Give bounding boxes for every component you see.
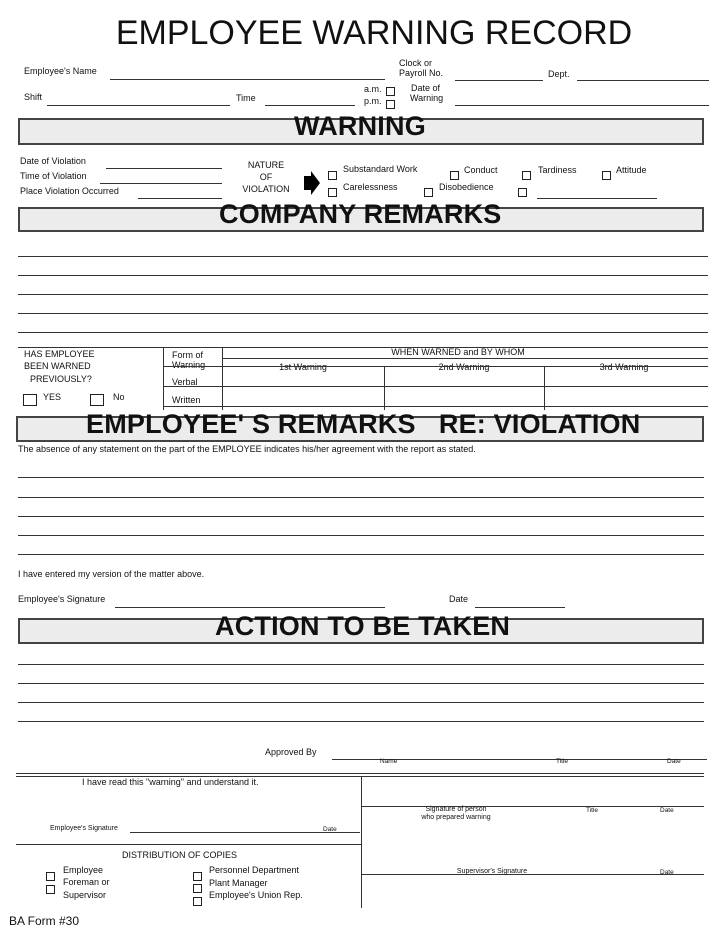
clock-label-1: Clock or xyxy=(399,58,433,68)
carelessness-checkbox[interactable] xyxy=(328,188,337,197)
no-checkbox[interactable] xyxy=(90,394,104,406)
action-line[interactable] xyxy=(18,721,704,722)
second-warning-label: 2nd Warning xyxy=(438,362,490,372)
copy-employee-checkbox[interactable] xyxy=(46,872,55,881)
form-number: BA Form #30 xyxy=(9,914,80,928)
second-warning-verbal-cell[interactable] xyxy=(385,367,543,385)
carelessness-label: Carelessness xyxy=(343,182,398,192)
employee-remarks-line[interactable] xyxy=(18,477,704,478)
place-violation-field[interactable] xyxy=(138,198,222,199)
approved-date-label: Date xyxy=(667,758,681,765)
shift-field[interactable] xyxy=(47,105,230,106)
preparer-signature-label-1: Signature of person xyxy=(425,806,487,813)
disobedience-label: Disobedience xyxy=(439,182,494,192)
supervisor-signature-field[interactable] xyxy=(365,848,705,872)
date-violation-field[interactable] xyxy=(106,168,222,169)
company-remarks-line[interactable] xyxy=(18,256,708,257)
company-remarks-line[interactable] xyxy=(18,275,708,276)
has-employee-label-3: PREVIOUSLY? xyxy=(30,374,92,384)
absence-note: The absence of any statement on the part of the EMPLOYEE indicates his/her agreement with the report as stated. xyxy=(18,444,476,454)
approved-by-label: Approved By xyxy=(265,747,317,757)
employee-name-label: Employee's Name xyxy=(24,66,97,76)
third-warning-written-cell[interactable] xyxy=(545,387,705,405)
attitude-label: Attitude xyxy=(616,165,647,175)
copy-personnel-label: Personnel Department xyxy=(209,865,300,875)
time-label: Time xyxy=(236,93,256,103)
yes-label: YES xyxy=(43,392,62,402)
yes-checkbox[interactable] xyxy=(23,394,37,406)
employee-remarks-line[interactable] xyxy=(18,497,704,498)
conduct-checkbox[interactable] xyxy=(450,171,459,180)
written-label: Written xyxy=(172,395,201,405)
footer-divider xyxy=(361,776,362,908)
entered-version-text: I have entered my version of the matter above. xyxy=(18,569,205,579)
page-title: EMPLOYEE WARNING RECORD xyxy=(115,14,633,52)
nature-label-1: NATURE xyxy=(247,160,285,170)
copy-foreman-label-1: Foreman or xyxy=(63,877,110,887)
other-field[interactable] xyxy=(537,198,657,199)
footer-employee-signature-label: Employee's Signature xyxy=(50,825,118,832)
pm-label: p.m. xyxy=(364,96,382,106)
company-remarks-title: COMPANY REMARKS xyxy=(219,199,502,229)
shift-label: Shift xyxy=(24,92,43,102)
preparer-signature-label-2: who prepared warning xyxy=(421,814,491,821)
employee-date-label: Date xyxy=(449,594,469,604)
company-remarks-line[interactable] xyxy=(18,332,708,333)
substandard-checkbox[interactable] xyxy=(328,171,337,180)
table-row-line xyxy=(222,358,708,359)
second-warning-written-cell[interactable] xyxy=(385,387,543,405)
verbal-label: Verbal xyxy=(172,377,198,387)
nature-label-2: OF xyxy=(259,172,273,182)
clock-field[interactable] xyxy=(455,80,543,81)
substandard-label: Substandard Work xyxy=(343,164,418,174)
date-violation-label: Date of Violation xyxy=(20,156,86,166)
employee-signature-label: Employee's Signature xyxy=(18,594,106,604)
employee-remarks-line[interactable] xyxy=(18,516,704,517)
copy-union-rep-label: Employee's Union Rep. xyxy=(209,890,303,900)
has-employee-label-2: BEEN WARNED xyxy=(24,361,91,371)
tardiness-checkbox[interactable] xyxy=(522,171,531,180)
action-line[interactable] xyxy=(18,683,704,684)
form-of-label-2: Warning xyxy=(172,360,206,370)
date-warning-field[interactable] xyxy=(455,105,709,106)
copy-foreman-label-2: Supervisor xyxy=(63,890,107,900)
action-band-title: ACTION TO BE TAKEN xyxy=(215,611,511,641)
employee-signature-field[interactable] xyxy=(115,607,385,608)
read-warning-text: I have read this "warning" and understand it. xyxy=(82,777,259,787)
company-remarks-line[interactable] xyxy=(18,313,708,314)
footer-employee-date-label: Date xyxy=(323,826,337,833)
warning-band-title: WARNING xyxy=(294,111,426,141)
third-warning-verbal-cell[interactable] xyxy=(545,367,705,385)
supervisor-signature-label: Supervisor's Signature xyxy=(456,868,528,875)
attitude-checkbox[interactable] xyxy=(602,171,611,180)
time-violation-label: Time of Violation xyxy=(20,171,87,181)
action-line[interactable] xyxy=(18,664,704,665)
employee-remarks-line[interactable] xyxy=(18,535,704,536)
copy-plant-manager-label: Plant Manager xyxy=(209,878,268,888)
place-violation-label: Place Violation Occurred xyxy=(20,186,119,196)
preparer-date-label: Date xyxy=(660,807,674,814)
employee-remarks-title: EMPLOYEE' S REMARKS RE: VIOLATION xyxy=(86,409,641,439)
copy-plant-manager-checkbox[interactable] xyxy=(193,884,202,893)
first-warning-label: 1st Warning xyxy=(279,362,327,372)
arrow-right-icon xyxy=(304,171,320,195)
distribution-heading: DISTRIBUTION OF COPIES xyxy=(122,850,238,860)
dept-label: Dept. xyxy=(548,69,570,79)
company-remarks-line[interactable] xyxy=(18,294,708,295)
footer-top-line xyxy=(16,773,704,774)
am-checkbox[interactable] xyxy=(386,87,395,96)
copy-personnel-checkbox[interactable] xyxy=(193,872,202,881)
table-divider xyxy=(163,347,164,410)
employee-name-field[interactable] xyxy=(110,79,385,80)
no-label: No xyxy=(113,392,125,402)
action-line[interactable] xyxy=(18,702,704,703)
tardiness-label: Tardiness xyxy=(538,165,577,175)
first-warning-verbal-cell[interactable] xyxy=(223,367,383,385)
has-employee-label-1: HAS EMPLOYEE xyxy=(24,349,95,359)
other-checkbox[interactable] xyxy=(518,188,527,197)
pm-checkbox[interactable] xyxy=(386,100,395,109)
copy-union-rep-checkbox[interactable] xyxy=(193,897,202,906)
date-warning-label-1: Date of xyxy=(411,83,441,93)
preparer-signature-field[interactable] xyxy=(365,780,705,804)
distribution-line xyxy=(16,844,361,845)
am-label: a.m. xyxy=(364,84,382,94)
first-warning-written-cell[interactable] xyxy=(223,387,383,405)
copy-employee-label: Employee xyxy=(63,865,104,875)
when-warned-label: WHEN WARNED and BY WHOM xyxy=(391,347,525,357)
form-of-label-1: Form of xyxy=(172,350,204,360)
third-warning-label: 3rd Warning xyxy=(599,362,649,372)
preparer-title-label: Title xyxy=(586,807,599,814)
approved-name-label: Name xyxy=(380,758,398,765)
employee-remarks-line[interactable] xyxy=(18,554,704,555)
clock-label-2: Payroll No. xyxy=(399,68,444,78)
table-row-line xyxy=(163,406,708,407)
approved-title-label: Title xyxy=(556,758,569,765)
date-warning-label-2: Warning xyxy=(410,93,444,103)
employee-date-field[interactable] xyxy=(475,607,565,608)
conduct-label: Conduct xyxy=(464,165,498,175)
supervisor-date-label: Date xyxy=(660,869,674,876)
disobedience-checkbox[interactable] xyxy=(424,188,433,197)
nature-label-3: VIOLATION xyxy=(242,184,290,194)
time-field[interactable] xyxy=(265,105,355,106)
dept-field[interactable] xyxy=(577,80,709,81)
copy-foreman-checkbox[interactable] xyxy=(46,885,55,894)
time-violation-field[interactable] xyxy=(100,183,222,184)
